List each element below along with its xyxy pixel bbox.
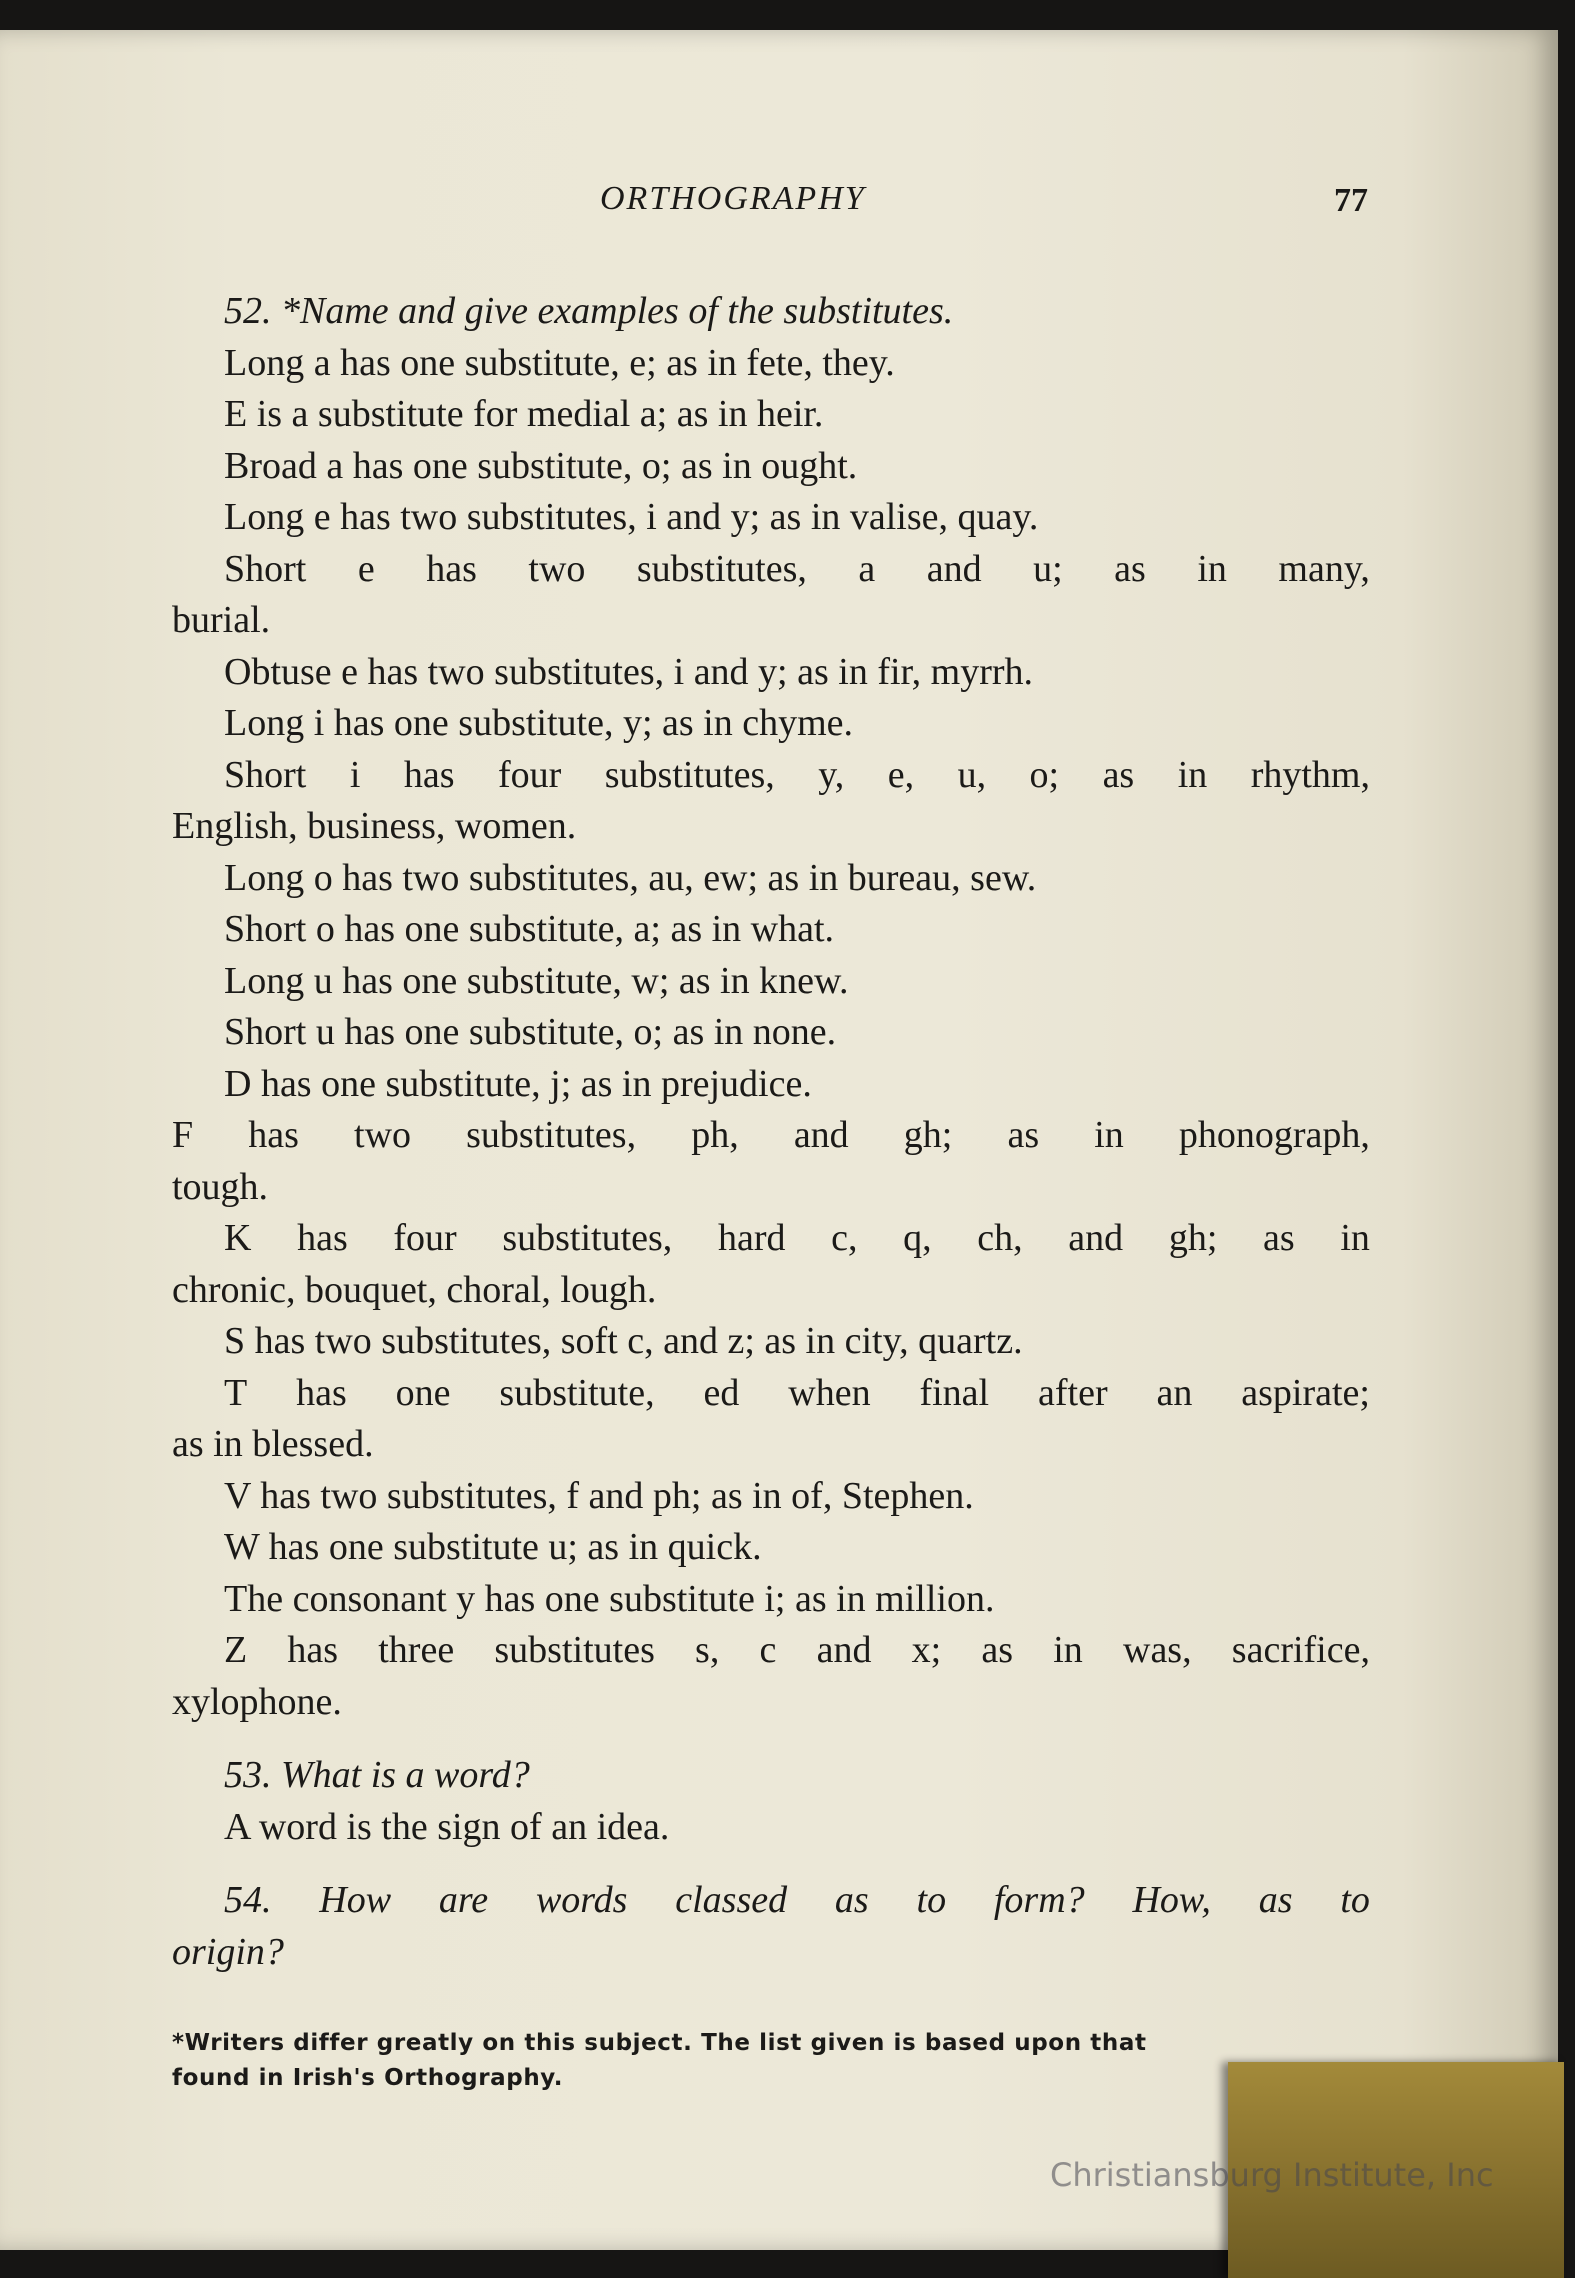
word: e, [887,753,915,796]
word: final [919,1371,990,1414]
word: as [981,1629,1014,1671]
word: ch, [977,1217,1023,1259]
word: e [357,547,375,590]
text-line [172,544,1370,596]
word: form? [993,1879,1085,1921]
word: has [426,547,477,590]
text-line [172,1213,1370,1265]
word: s, [695,1629,720,1671]
word: after [1038,1371,1108,1414]
word: sacrifice, [1231,1629,1370,1671]
word: Short [224,547,307,590]
text-line: Long a has one substitute, e; as in fete, they. [224,341,895,384]
word: F [172,1114,194,1156]
text-line: Long i has one substitute, y; as in chyme. [224,702,854,744]
word: words [535,1879,628,1921]
text-line: English, business, women. [172,805,577,847]
text-line: D has one substitute, j; as in prejudice. [224,1062,812,1105]
word: ed [703,1371,740,1414]
word: and [793,1114,849,1156]
word: substitutes, [604,753,775,796]
word: as [1263,1217,1295,1259]
word: hard [717,1217,786,1259]
book-page [0,30,1558,2250]
text-line: tough. [172,1165,269,1208]
word: y, [818,753,845,796]
page-number: 77 [1334,182,1368,219]
word: in [1340,1217,1370,1259]
watermark: Christiansburg Institute, Inc [1050,2156,1494,2194]
word: u, [957,753,987,796]
word: rhythm, [1250,753,1370,796]
footnote-line: found in Irish's Orthography. [172,2065,564,2091]
text-line [172,1368,1370,1420]
text-line [172,1625,1370,1677]
word: K [224,1217,252,1259]
text-line: The consonant y has one substitute i; as in million. [224,1577,995,1620]
word: a [858,547,876,590]
text-line: xylophone. [172,1680,342,1723]
text-line: W has one substitute u; as in quick. [224,1526,762,1568]
footnote [172,2026,1344,2096]
word: has [403,753,455,796]
word: substitutes, [502,1217,673,1259]
question-52: 52. *Name and give examples of the substitutes. [224,290,954,332]
word: has [287,1629,339,1671]
question-53: 53. What is a word? [224,1754,530,1796]
word: one [395,1371,451,1414]
word: ph, [691,1114,739,1156]
word: four [393,1217,457,1259]
word: as [1007,1114,1040,1156]
word: c, [831,1217,858,1259]
word: substitute, [499,1371,655,1414]
text-line: Long o has two substitutes, au, ew; as in bureau, sew. [224,856,1037,899]
text-line [172,750,1370,802]
word: aspirate; [1241,1371,1370,1414]
text-line: Short u has one substitute, o; as in none. [224,1011,837,1053]
word: Short [224,753,307,796]
word: was, [1123,1629,1192,1671]
word: and [1068,1217,1124,1259]
word: gh; [903,1114,953,1156]
word: has [296,1371,347,1414]
answer-53: A word is the sign of an idea. [224,1805,670,1848]
word: as [1258,1879,1293,1921]
word: o; [1029,753,1060,796]
word: when [788,1371,871,1414]
word: in [1053,1629,1083,1671]
question-54 [172,1875,1370,1927]
word: x; [911,1629,942,1671]
word: u; [1033,547,1063,590]
text-line: chronic, bouquet, choral, lough. [172,1268,657,1311]
spacer [172,1853,1370,1875]
word: as [834,1879,869,1921]
word: c [759,1629,777,1671]
text-line [172,1110,1370,1162]
text-line: S has two substitutes, soft c, and z; as in city, quartz. [224,1320,1023,1362]
word: to [1340,1879,1370,1921]
text-line: as in blessed. [172,1423,374,1465]
word: i [349,753,361,796]
word: How, [1132,1879,1211,1921]
text-line: V has two substitutes, f and ph; as in of, Stephen. [224,1474,974,1517]
word: an [1156,1371,1193,1414]
question-54-cont: origin? [172,1930,284,1973]
word: to [916,1879,947,1921]
text-line: burial. [172,599,271,641]
word: as [1102,753,1135,796]
word: gh; [1168,1217,1218,1259]
word: q, [903,1217,932,1259]
word: T [224,1371,248,1414]
word: two [528,547,586,590]
text-line: Long e has two substitutes, i and y; as in valise, quay. [224,496,1039,538]
word: phonograph, [1178,1114,1370,1156]
text-line: Broad a has one substitute, o; as in ought. [224,444,858,487]
text-line: Short o has one substitute, a; as in what. [224,908,835,950]
word: in [1094,1114,1124,1156]
word: four [497,753,562,796]
word: and [926,547,982,590]
text-line: Long u has one substitute, w; as in knew. [224,959,849,1002]
word: has [297,1217,348,1259]
spacer [172,1728,1370,1750]
word: substitutes, [636,547,807,590]
word: How [319,1879,392,1921]
word: Z [224,1629,248,1671]
word: in [1177,753,1208,796]
word: many, [1278,547,1370,590]
running-header-title: ORTHOGRAPHY [600,180,866,217]
body-text [172,286,1370,1978]
word: two [354,1114,412,1156]
word: in [1197,547,1227,590]
text-line: Obtuse e has two substitutes, i and y; as in fir, myrrh. [224,650,1034,693]
word: substitutes, [466,1114,637,1156]
word: substitutes [494,1629,655,1671]
footnote-line: *Writers differ greatly on this subject. The list given is based upon that [172,2030,1147,2056]
text-line: E is a substitute for medial a; as in heir. [224,393,824,435]
word: has [248,1114,299,1156]
word: are [438,1879,489,1921]
word: 54. [224,1879,272,1921]
word: as [1114,547,1146,590]
word: classed [675,1879,788,1921]
word: three [378,1629,455,1671]
word: and [816,1629,872,1671]
